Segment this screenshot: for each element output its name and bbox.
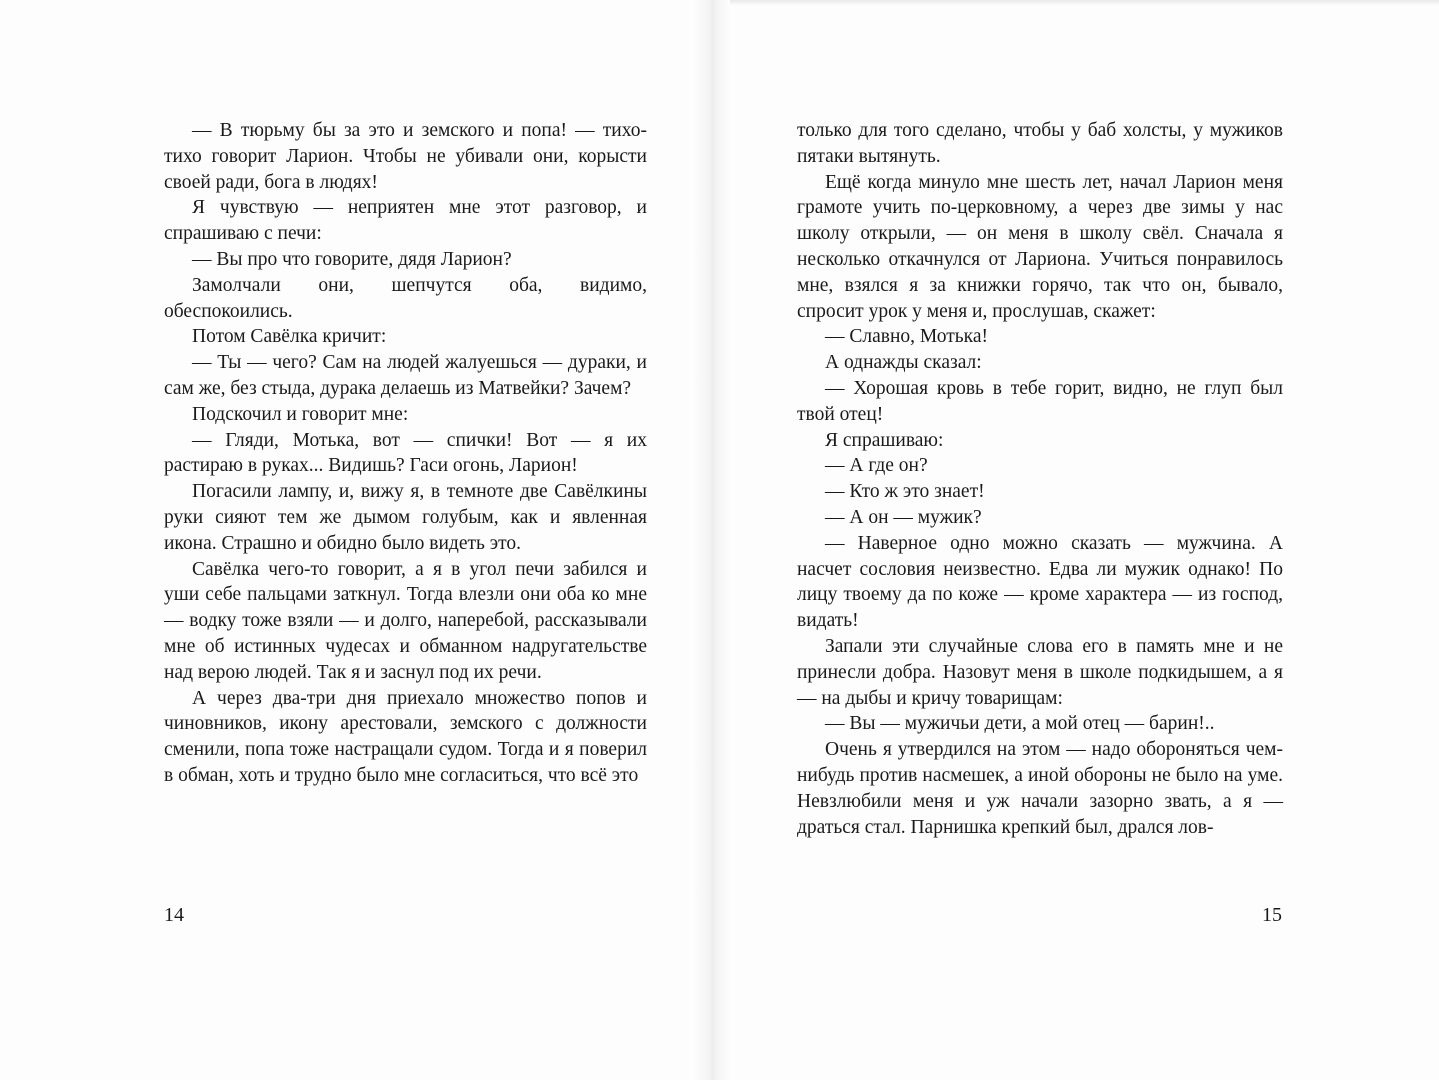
paragraph-continuation: только для того сделано, чтобы у баб холсты, у мужиков пятаки вытянуть.	[797, 120, 1283, 167]
paragraph: — Наверное одно можно сказать — мужчина. А насчет сословия неизвестно. Едва ли мужик однако! По лицу твоему да по коже — кроме характера — из господ, видать!	[797, 532, 1283, 632]
paragraph: А однажды сказал:	[825, 352, 982, 374]
paragraph: Савёлка чего-то говорит, а я в угол печи забился и уши себе пальцами заткнул. Тогда влезли они оба ко мне — водку тоже взяли — и долго, наперебой, рассказывали мне об истинных чудесах и обманном надругательстве над верою людей. Так я и заснул под их речи.	[164, 558, 647, 683]
paragraph: — Славно, Мотька!	[825, 326, 988, 348]
paragraph: — Гляди, Мотька, вот — спички! Вот — я их растираю в руках... Видишь? Гаси огонь, Ларион!	[164, 429, 647, 477]
paragraph: Погасили лампу, и, вижу я, в темноте две Савёлкины руки сияют тем же дымом голубым, как и явленная икона. Страшно и обидно было видеть это.	[164, 481, 647, 554]
paragraph: Я спрашиваю:	[825, 429, 944, 451]
paragraph: Замолчали они, шепчутся оба, видимо, обеспокоились.	[164, 274, 647, 322]
paragraph: — Вы про что говорите, дядя Ларион?	[192, 248, 512, 270]
right-page-text	[797, 118, 1283, 840]
paragraph: — В тюрьму бы за это и земского и попа! — тихо-тихо говорит Ларион. Чтобы не убивали они, корысти своей ради, бога в людях!	[164, 120, 647, 193]
paragraph: А через два-три дня приехало множество попов и чиновников, икону арестовали, земского с должности сменили, попа тоже настращали судом. Тогда и я поверил в обман, хоть и трудно было мне согласиться, что всё это	[164, 687, 647, 786]
paragraph: — А он — мужик?	[825, 506, 982, 528]
book-gutter	[690, 0, 734, 1080]
paragraph: — Кто ж это знает!	[825, 481, 985, 503]
paragraph: Ещё когда минуло мне шесть лет, начал Ларион меня грамоте учить по-церковному, а через две зимы у нас школу открыли, — он меня в школу свёл. Сначала я несколько откачнулся от Лариона. Учиться понравилось мне, взялся я за книжки горячо, так что он, бывало, спросит урок у меня и, прослушав, скажет:	[797, 171, 1283, 322]
paragraph: Запали эти случайные слова его в память мне и не принесли добра. Назовут меня в школе подкидышем, а я — на дыбы и кричу товарищам:	[797, 635, 1283, 709]
page-number-right: 15	[1262, 904, 1282, 926]
page-number-left: 14	[164, 904, 184, 926]
paragraph: Я чувствую — неприятен мне этот разговор, и спрашиваю с печи:	[164, 197, 647, 245]
paragraph: Подскочил и говорит мне:	[192, 403, 409, 425]
paragraph: — Ты — чего? Сам на людей жалуешься — дураки, и сам же, без стыда, дурака делаешь из Матвейки? Зачем?	[164, 352, 647, 399]
paragraph: Очень я утвердился на этом — надо обороняться чем-нибудь против насмешек, а иной обороны не было на уме. Невзлюбили меня и уж начали зазорно звать, а я — драться стал. Парнишка крепкий был, дрался лов-	[797, 739, 1283, 838]
paragraph: — Вы — мужичьи дети, а мой отец — барин!..	[825, 713, 1215, 735]
paragraph: Потом Савёлка кричит:	[192, 326, 387, 348]
paragraph: — Хорошая кровь в тебе горит, видно, не глуп был твой отец!	[797, 377, 1283, 425]
page-top-edge	[730, 0, 1439, 6]
left-page-text	[164, 118, 647, 789]
paragraph: — А где он?	[825, 455, 928, 477]
